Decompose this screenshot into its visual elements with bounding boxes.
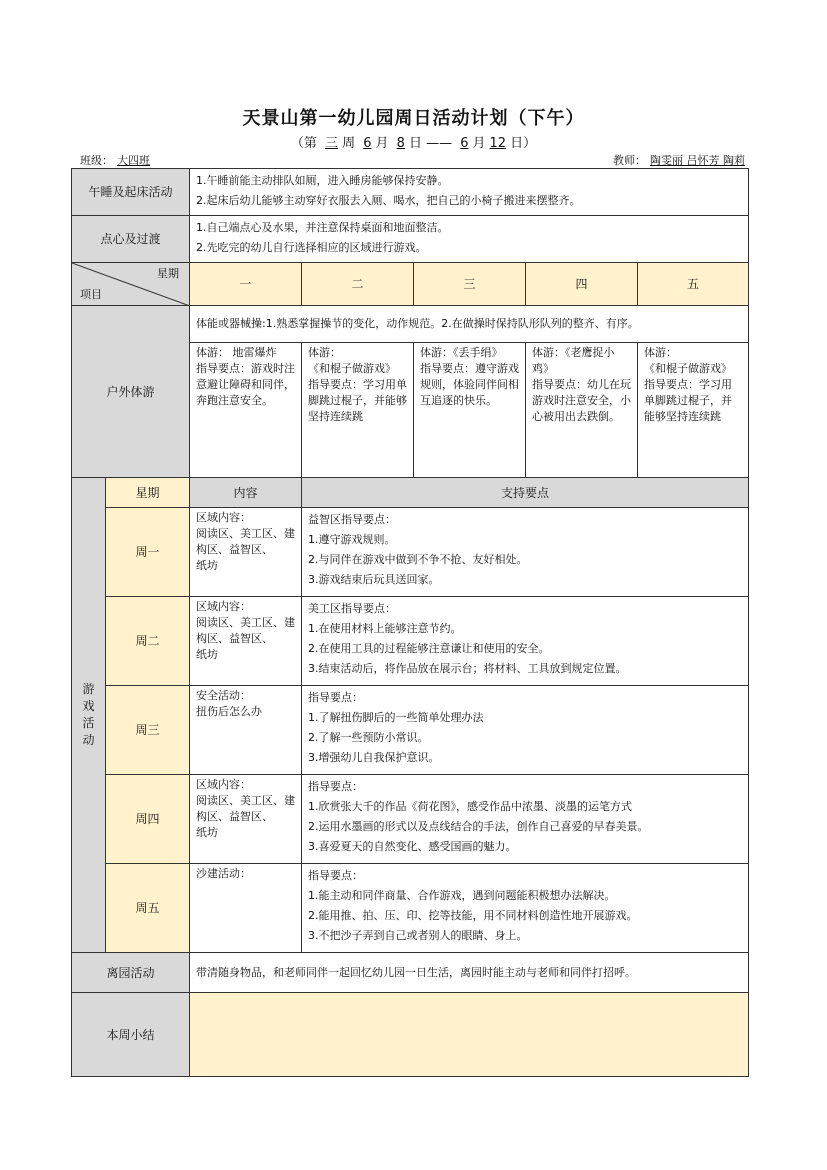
nap-row <box>72 169 749 216</box>
outdoor-summary-row <box>72 306 749 343</box>
point-line: 美工区指导要点： <box>308 602 397 615</box>
point-line: 指导要点： <box>308 780 364 793</box>
game-col-day: 星期 <box>106 478 190 508</box>
point-line: 1.了解扭伤脚后的一些简单处理办法 <box>308 711 484 724</box>
point-line: 2.在使用工具的过程能够注意谦让和使用的安全。 <box>308 642 550 655</box>
header-xiangmu: 项目 <box>80 288 102 301</box>
point-line: 2.与同伴在游戏中做到不争不抢、友好相处。 <box>308 553 528 566</box>
point-line: 3.结束活动后，将作品放在展示台；将材料、工具放到规定位置。 <box>308 662 627 675</box>
leave-row <box>72 953 749 993</box>
game-day: 周三 <box>106 686 190 775</box>
point-line: 1.遵守游戏规则。 <box>308 533 396 546</box>
header-xingqi: 星期 <box>157 267 180 280</box>
summary-label: 本周小结 <box>72 993 190 1077</box>
outdoor-label: 户外体游 <box>72 306 190 478</box>
class-info: 班级： 大四班 <box>80 154 150 167</box>
snack-content <box>190 216 749 263</box>
summary-row <box>72 993 749 1077</box>
game-points <box>302 775 749 864</box>
game-content: 区域内容： 阅读区、美工区、建构区、益智区、 纸坊 <box>190 775 302 864</box>
game-row <box>72 686 749 775</box>
outdoor-fri: 体游： 《和棍子做游戏》 指导要点：学习用单脚跳过棍子，并能够坚持连续跳 <box>638 343 749 478</box>
game-col-content: 内容 <box>190 478 302 508</box>
nap-content <box>190 169 749 216</box>
summary-content <box>190 993 749 1077</box>
nap-line-2: 2.起床后幼儿能够主动穿好衣服去入厕、喝水，把自己的小椅子搬进来摆整齐。 <box>196 194 581 207</box>
game-points <box>302 508 749 597</box>
point-line: 指导要点： <box>308 691 364 704</box>
game-content: 区域内容： 阅读区、美工区、建构区、益智区、 纸坊 <box>190 508 302 597</box>
game-col-points: 支持要点 <box>302 478 749 508</box>
snack-line-2: 2.先吃完的幼儿自行选择相应的区域进行游戏。 <box>196 241 427 254</box>
game-row <box>72 597 749 686</box>
game-day: 周一 <box>106 508 190 597</box>
point-line: 2.运用水墨画的形式以及点线结合的手法，创作自己喜爱的早春美景。 <box>308 820 649 833</box>
point-line: 3.游戏结束后玩具送回家。 <box>308 573 440 586</box>
game-row <box>72 508 749 597</box>
snack-row <box>72 216 749 263</box>
snack-label: 点心及过渡 <box>72 216 190 263</box>
point-line: 3.增强幼儿自我保护意识。 <box>308 751 440 764</box>
game-day: 周五 <box>106 864 190 953</box>
point-line: 2.了解一些预防小常识。 <box>308 731 429 744</box>
point-line: 指导要点： <box>308 869 364 882</box>
game-points <box>302 597 749 686</box>
outdoor-mon: 体游： 地雷爆炸 指导要点：游戏时注意避让障碍和同伴，奔跑注意安全。 <box>190 343 302 478</box>
day-thu: 四 <box>526 263 638 306</box>
weekday-header-row <box>72 263 749 306</box>
diagonal-header <box>72 263 190 306</box>
point-line: 益智区指导要点： <box>308 513 397 526</box>
snack-line-1: 1.自己端点心及水果，并注意保持桌面和地面整洁。 <box>196 221 449 234</box>
day-mon: 一 <box>190 263 302 306</box>
outdoor-thu: 体游：《老鹰捉小鸡》 指导要点：幼儿在玩游戏时注意安全，小心被用出去跌倒。 <box>526 343 638 478</box>
leave-content: 带清随身物品，和老师同伴一起回忆幼儿园一日生活，离园时能主动与老师和同伴打招呼。 <box>190 953 749 993</box>
point-line: 2.能用推、拍、压、印、挖等技能，用不同材料创造性地开展游戏。 <box>308 909 638 922</box>
outdoor-tue: 体游： 《和棍子做游戏》 指导要点：学习用单脚跳过棍子，并能够坚持连续跳 <box>302 343 414 478</box>
plan-table <box>71 168 749 1077</box>
day-fri: 五 <box>638 263 749 306</box>
page-title: 天景山第一幼儿园周日活动计划（下午） <box>242 108 585 129</box>
game-day: 周二 <box>106 597 190 686</box>
point-line: 1.在使用材料上能够注意节约。 <box>308 622 462 635</box>
game-label: 游戏活动 <box>82 682 95 747</box>
point-line: 3.不把沙子弄到自己或者别人的眼睛、身上。 <box>308 929 528 942</box>
game-row <box>72 775 749 864</box>
point-line: 1.欣赏张大千的作品《荷花图》，感受作品中浓墨、淡墨的运笔方式 <box>308 800 633 813</box>
game-day: 周四 <box>106 775 190 864</box>
leave-label: 离园活动 <box>72 953 190 993</box>
teacher-info: 教师： 陶雯丽 吕怀芳 陶莉 <box>613 154 745 167</box>
game-points <box>302 864 749 953</box>
point-line: 3.喜爱夏天的自然变化、感受国画的魅力。 <box>308 840 517 853</box>
nap-label: 午睡及起床活动 <box>72 169 190 216</box>
outdoor-summary: 体能或器械操:1.熟悉掌握操节的变化，动作规范。2.在做操时保持队形队列的整齐、有序。 <box>190 306 749 343</box>
day-tue: 二 <box>302 263 414 306</box>
nap-line-1: 1.午睡前能主动排队如厕，进入睡房能够保持安静。 <box>196 174 449 187</box>
game-content: 区域内容： 阅读区、美工区、建构区、益智区、 纸坊 <box>190 597 302 686</box>
game-points <box>302 686 749 775</box>
game-content: 沙建活动： <box>190 864 302 953</box>
game-header-row <box>72 478 749 508</box>
week-range: （第 三 周 6 月 8 日 —— 6 月 12 日） <box>290 136 537 151</box>
game-row <box>72 864 749 953</box>
day-wed: 三 <box>414 263 526 306</box>
game-label-cell <box>72 478 106 953</box>
point-line: 1.能主动和同伴商量、合作游戏，遇到问题能积极想办法解决。 <box>308 889 616 902</box>
outdoor-wed: 体游：《丢手绢》 指导要点：遵守游戏规则，体验同伴间相互追逐的快乐。 <box>414 343 526 478</box>
game-content: 安全活动： 扭伤后怎么办 <box>190 686 302 775</box>
